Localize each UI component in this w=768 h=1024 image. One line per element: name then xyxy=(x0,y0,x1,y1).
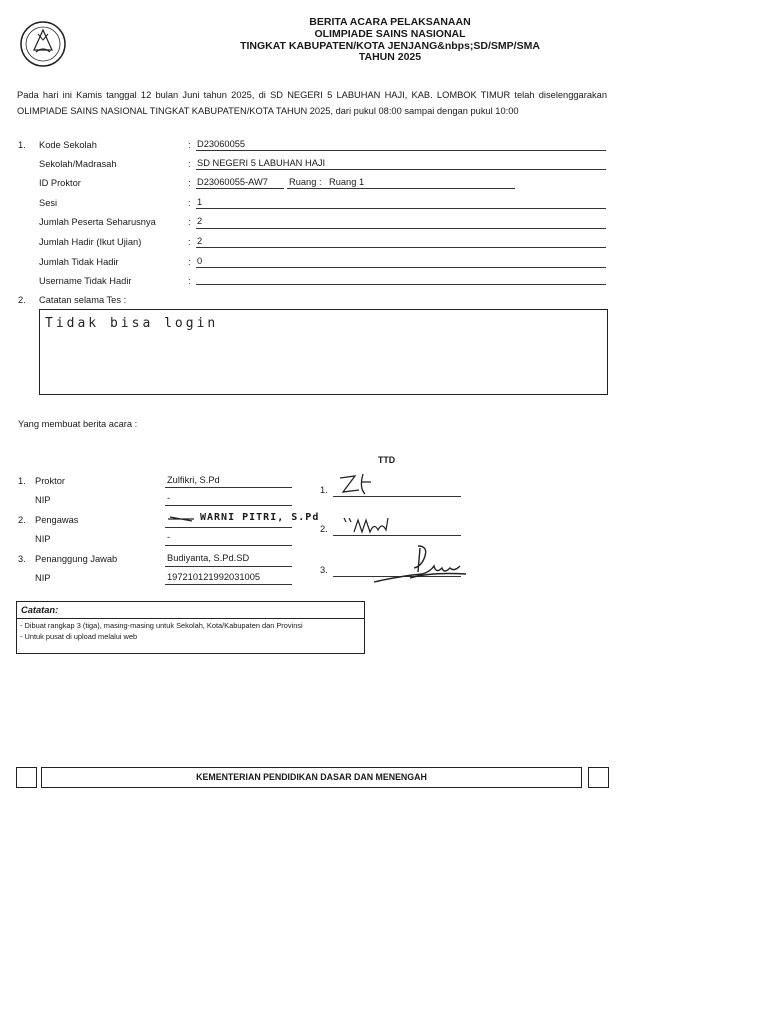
document-header xyxy=(120,17,660,64)
tidak-hadir-colon: : xyxy=(188,257,191,267)
tut-wuri-handayani-logo xyxy=(16,20,70,68)
sesi-label: Sesi xyxy=(39,198,58,208)
sekolah-colon: : xyxy=(188,159,191,169)
signature-2-mark xyxy=(340,514,395,538)
item-2-number: 2. xyxy=(18,295,26,305)
catatan-title: Catatan: xyxy=(17,602,364,619)
catatan-line-1: - Dibuat rangkap 3 (tiga), masing-masing untuk Sekolah, Kota/Kabupaten dan Provinsi xyxy=(20,621,303,630)
pembuat-berita-acara-label: Yang membuat berita acara : xyxy=(18,419,138,429)
peserta-seharusnya-colon: : xyxy=(188,217,191,227)
signer-3-role: Penanggung Jawab xyxy=(35,554,118,564)
signer-2-strikethrough xyxy=(166,514,196,524)
signer-2-nip-value: - xyxy=(167,532,171,542)
signer-1-number: 1. xyxy=(18,476,26,486)
signature-1-mark xyxy=(335,470,385,498)
signer-2-number: 2. xyxy=(18,515,26,525)
jumlah-hadir-underline xyxy=(196,247,606,248)
id-proktor-underline xyxy=(196,188,284,189)
jumlah-hadir-colon: : xyxy=(188,237,191,247)
id-proktor-label: ID Proktor xyxy=(39,178,81,188)
signer-3-nip-label: NIP xyxy=(35,573,51,583)
signer-1-name-underline xyxy=(165,487,292,488)
signer-1-nip-value: - xyxy=(167,493,171,503)
signer-1-name: Zulfikri, S.Pd xyxy=(167,475,220,485)
handwritten-note: Tidak bisa login xyxy=(45,316,219,331)
tidak-hadir-value: 0 xyxy=(197,256,203,266)
username-tidak-hadir-label: Username Tidak Hadir xyxy=(39,276,132,286)
ruang-underline xyxy=(287,188,515,189)
ruang-value: Ruang 1 xyxy=(329,177,365,187)
sekolah-value: SD NEGERI 5 LABUHAN HAJI xyxy=(197,158,326,168)
footer-left-square xyxy=(16,767,37,788)
peserta-seharusnya-underline xyxy=(196,228,606,229)
footer-ministry: KEMENTERIAN PENDIDIKAN DASAR DAN MENENGAH xyxy=(41,767,582,788)
header-title-line2: OLIMPIADE SAINS NASIONAL xyxy=(314,27,466,40)
kode-sekolah-colon: : xyxy=(188,140,191,150)
tidak-hadir-label: Jumlah Tidak Hadir xyxy=(39,257,119,267)
intro-paragraph: Pada hari ini Kamis tanggal 12 bulan Juni tahun 2025, di SD NEGERI 5 LABUHAN HAJI, KAB. LOMBOK TIMUR telah diselenggarakan OLIMPIADE SAINS NASIONAL TINGKAT KABUPATEN/KOTA TAHUN 2025, dari pukul 08:00 sampai dengan pukul 10:00 xyxy=(17,90,607,116)
id-proktor-colon: : xyxy=(188,178,191,188)
header-title-line1: BERITA ACARA PELAKSANAAN xyxy=(309,16,471,28)
jumlah-hadir-label: Jumlah Hadir (Ikut Ujian) xyxy=(39,237,142,247)
jumlah-hadir-value: 2 xyxy=(197,236,203,246)
signer-3-number: 3. xyxy=(18,554,26,564)
sesi-value: 1 xyxy=(197,197,203,207)
ttd-label: TTD xyxy=(378,455,396,465)
sesi-colon: : xyxy=(188,198,191,208)
signature-2-number: 2. xyxy=(320,524,328,534)
peserta-seharusnya-value: 2 xyxy=(197,216,203,226)
kode-sekolah-value: D23060055 xyxy=(197,139,246,149)
tidak-hadir-underline xyxy=(196,267,606,268)
username-tidak-hadir-underline xyxy=(196,284,606,285)
sekolah-underline xyxy=(196,169,606,170)
kode-sekolah-underline xyxy=(196,150,606,151)
signer-2-name-underline xyxy=(165,527,292,528)
username-tidak-hadir-colon: : xyxy=(188,276,191,286)
signer-1-nip-underline xyxy=(165,505,292,506)
item-1-number: 1. xyxy=(18,140,26,150)
signature-1-number: 1. xyxy=(320,485,328,495)
catatan-box xyxy=(16,601,365,654)
catatan-line-2: - Untuk pusat di upload melalui web xyxy=(20,632,138,641)
kode-sekolah-label: Kode Sekolah xyxy=(39,140,97,150)
signer-2-nip-label: NIP xyxy=(35,534,51,544)
catatan-tes-label: Catatan selama Tes : xyxy=(39,295,127,305)
signature-3-number: 3. xyxy=(320,565,328,575)
catatan-tes-box xyxy=(39,309,608,395)
signer-3-name-underline xyxy=(165,566,292,567)
sekolah-label: Sekolah/Madrasah xyxy=(39,159,117,169)
peserta-seharusnya-label: Jumlah Peserta Seharusnya xyxy=(39,217,156,227)
id-proktor-value: D23060055-AW7 xyxy=(197,177,268,187)
signer-2-name: WARNI PITRI, S.Pd xyxy=(200,512,320,523)
ruang-label: Ruang : xyxy=(289,177,322,187)
signer-1-nip-label: NIP xyxy=(35,495,51,505)
sesi-underline xyxy=(196,208,606,209)
signer-3-nip-underline xyxy=(165,584,292,585)
signer-3-nip-value: 197210121992031005 xyxy=(167,572,261,582)
header-title-line4: TAHUN 2025 xyxy=(358,51,422,64)
signer-2-nip-underline xyxy=(165,545,292,546)
signature-3-mark xyxy=(370,542,470,586)
signer-2-role: Pengawas xyxy=(35,515,79,525)
footer-right-square xyxy=(588,767,609,788)
header-title-line3: TINGKAT KABUPATEN/KOTA JENJANG&nbps;SD/SMP/SMA xyxy=(240,39,540,52)
signer-1-role: Proktor xyxy=(35,476,65,486)
signer-3-name: Budiyanta, S.Pd.SD xyxy=(167,553,250,563)
